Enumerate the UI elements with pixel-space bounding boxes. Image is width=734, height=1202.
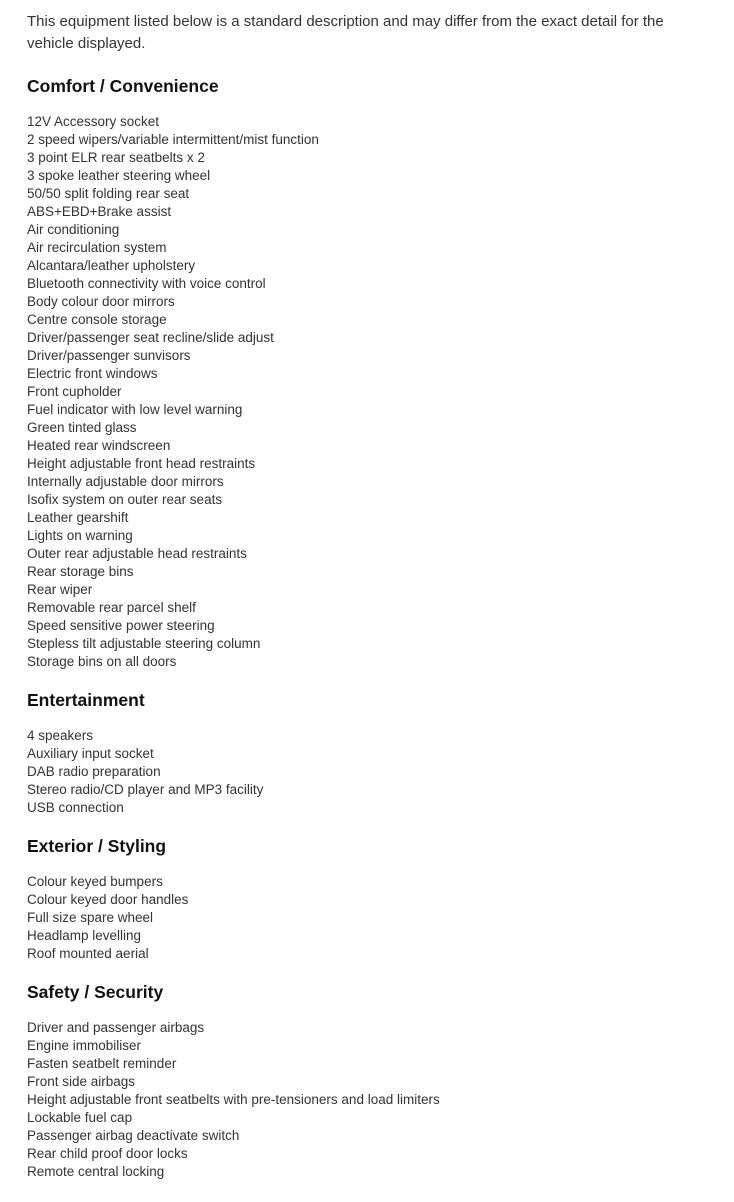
- list-item: 3 spoke leather steering wheel: [27, 168, 211, 183]
- list-item: Electric front windows: [27, 366, 158, 381]
- list-item: Driver/passenger sunvisors: [27, 348, 191, 363]
- list-item: Internally adjustable door mirrors: [27, 474, 224, 489]
- list-item: Rear child proof door locks: [27, 1146, 188, 1161]
- list-item: Fuel indicator with low level warning: [27, 402, 243, 417]
- list-item: Body colour door mirrors: [27, 294, 175, 309]
- section-exterior-styling: [27, 835, 734, 963]
- list-item: Headlamp levelling: [27, 928, 142, 943]
- section-title: Exterior / Styling: [27, 836, 167, 856]
- list-item: Heated rear windscreen: [27, 438, 171, 453]
- list-item: Colour keyed door handles: [27, 892, 189, 907]
- list-item: 3 point ELR rear seatbelts x 2: [27, 150, 205, 165]
- equipment-list: [27, 1019, 734, 1181]
- list-item: Bluetooth connectivity with voice control: [27, 276, 266, 291]
- list-item: Colour keyed bumpers: [27, 874, 163, 889]
- list-item: Green tinted glass: [27, 420, 137, 435]
- section-title: Safety / Security: [27, 982, 164, 1002]
- list-item: Rear storage bins: [27, 564, 134, 579]
- list-item: 50/50 split folding rear seat: [27, 186, 190, 201]
- disclaimer-text: This equipment listed below is a standard description and may differ from the exact detail for the vehicle displayed.: [27, 13, 664, 52]
- list-item: Passenger airbag deactivate switch: [27, 1128, 240, 1143]
- list-item: Roof mounted aerial: [27, 946, 149, 961]
- list-item: Speed sensitive power steering: [27, 618, 215, 633]
- list-item: Full size spare wheel: [27, 910, 154, 925]
- list-item: Lockable fuel cap: [27, 1110, 133, 1125]
- list-item: Fasten seatbelt reminder: [27, 1056, 177, 1071]
- list-item: Stepless tilt adjustable steering column: [27, 636, 261, 651]
- section-title: Comfort / Convenience: [27, 76, 219, 96]
- list-item: Air conditioning: [27, 222, 120, 237]
- list-item: Height adjustable front seatbelts with pre-tensioners and load limiters: [27, 1092, 440, 1107]
- list-item: 4 speakers: [27, 728, 94, 743]
- list-item: Front side airbags: [27, 1074, 136, 1089]
- list-item: Centre console storage: [27, 312, 167, 327]
- list-item: Front cupholder: [27, 384, 122, 399]
- list-item: Isofix system on outer rear seats: [27, 492, 223, 507]
- equipment-list: [27, 113, 734, 671]
- list-item: Height adjustable front head restraints: [27, 456, 256, 471]
- list-item: Lights on warning: [27, 528, 133, 543]
- list-item: Air recirculation system: [27, 240, 167, 255]
- list-item: Leather gearshift: [27, 510, 129, 525]
- list-item: Driver and passenger airbags: [27, 1020, 205, 1035]
- list-item: Engine immobiliser: [27, 1038, 142, 1053]
- list-item: Driver/passenger seat recline/slide adjust: [27, 330, 274, 345]
- section-entertainment: [27, 689, 734, 817]
- equipment-sections: [27, 75, 734, 1181]
- list-item: Outer rear adjustable head restraints: [27, 546, 247, 561]
- list-item: USB connection: [27, 800, 124, 815]
- list-item: Storage bins on all doors: [27, 654, 177, 669]
- list-item: 2 speed wipers/variable intermittent/mist function: [27, 132, 319, 147]
- list-item: Removable rear parcel shelf: [27, 600, 196, 615]
- equipment-list: [27, 873, 734, 963]
- list-item: Auxiliary input socket: [27, 746, 154, 761]
- equipment-list: [27, 727, 734, 817]
- list-item: ABS+EBD+Brake assist: [27, 204, 172, 219]
- section-comfort-convenience: [27, 75, 734, 671]
- list-item: 12V Accessory socket: [27, 114, 160, 129]
- section-title: Entertainment: [27, 690, 145, 710]
- section-safety-security: [27, 981, 734, 1181]
- list-item: Rear wiper: [27, 582, 93, 597]
- list-item: Remote central locking: [27, 1164, 165, 1179]
- list-item: Stereo radio/CD player and MP3 facility: [27, 782, 264, 797]
- list-item: DAB radio preparation: [27, 764, 161, 779]
- list-item: Alcantara/leather upholstery: [27, 258, 196, 273]
